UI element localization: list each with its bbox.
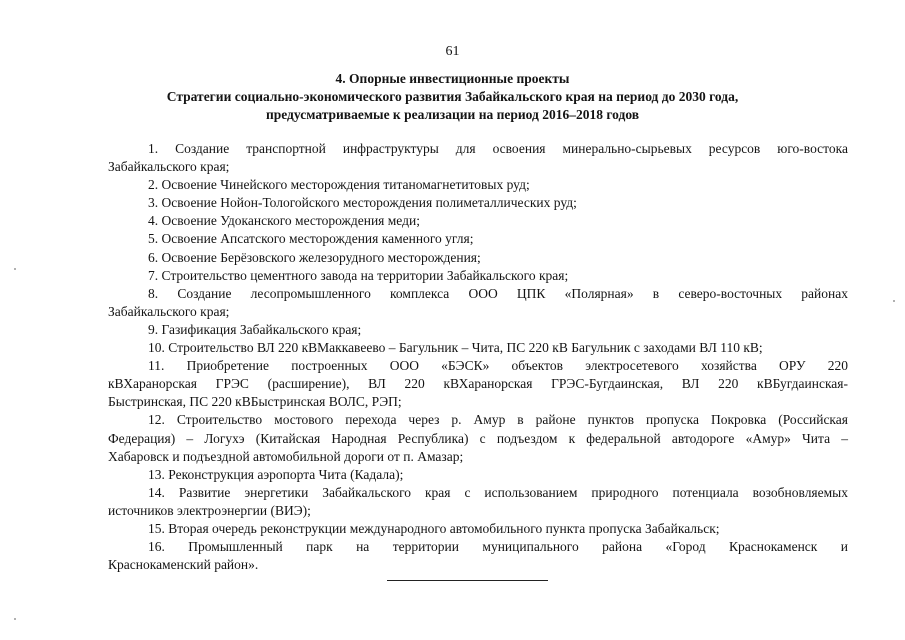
- project-item: [108, 249, 848, 267]
- project-item: [108, 466, 848, 484]
- project-item-line: 8. Создание лесопромышленного комплекса ООО ЦПК «Полярная» в северо-восточных районах: [148, 285, 848, 301]
- project-item-line: 10. Строительство ВЛ 220 кВМаккавеево – Багульник – Чита, ПС 220 кВ Багульник с заходами ВЛ 110 кВ;: [148, 340, 763, 356]
- closing-rule: [387, 580, 548, 581]
- project-item-line: Забайкальского края;: [108, 159, 230, 175]
- project-item: [108, 194, 848, 212]
- project-item-line: источников электроэнергии (ВИЭ);: [108, 502, 311, 518]
- project-item-line: 14. Развитие энергетики Забайкальского края с использованием природного потенциала возобновляемых: [148, 484, 848, 500]
- page-number: 61: [445, 44, 460, 59]
- scan-speck: [14, 268, 16, 270]
- section-heading: [60, 70, 845, 124]
- project-item-line: 12. Строительство мостового перехода через р. Амур в районе пунктов пропуска Покровка (Российская: [148, 412, 848, 428]
- project-item: [108, 176, 848, 194]
- project-item-line: 4. Освоение Удоканского месторождения меди;: [148, 213, 420, 229]
- heading-line-1: 4. Опорные инвестиционные проекты: [335, 71, 570, 86]
- project-item: [108, 140, 848, 176]
- project-item: [108, 267, 848, 285]
- project-item-line: Быстринская, ПС 220 кВБыстринская ВОЛС, РЭП;: [108, 394, 402, 410]
- project-item-line: 1. Создание транспортной инфраструктуры для освоения минерально-сырьевых ресурсов юго-востока: [148, 141, 848, 156]
- project-item: [108, 285, 848, 321]
- project-item: [108, 538, 848, 574]
- project-item-line: Хабаровск и подъездной автомобильной дороги от п. Амазар;: [108, 448, 464, 464]
- project-item-line: 6. Освоение Берёзовского железорудного месторождения;: [148, 249, 481, 265]
- project-item: [108, 321, 848, 339]
- project-item-line: 2. Освоение Чинейского месторождения титаномагнетитовых руд;: [148, 177, 530, 193]
- project-item-line: 7. Строительство цементного завода на территории Забайкальского края;: [148, 267, 569, 283]
- scan-speck: [893, 300, 895, 302]
- project-item: [108, 212, 848, 230]
- project-item: [108, 520, 848, 538]
- project-item-line: Забайкальского края;: [108, 303, 230, 319]
- project-item-line: Федерация) – Логухэ (Китайская Народная Республика) с подъездом к федеральной автодороге «Амур» Чита –: [108, 430, 848, 446]
- project-item-line: 5. Освоение Апсатского месторождения каменного угля;: [148, 231, 474, 247]
- project-item: [108, 411, 848, 465]
- project-item-line: 3. Освоение Нойон-Тологойского месторождения полиметаллических руд;: [148, 195, 577, 211]
- project-item-line: Краснокаменский район».: [108, 557, 259, 573]
- project-item-line: 11. Приобретение построенных ООО «БЭСК» объектов электросетевого хозяйства ОРУ 220: [148, 358, 848, 374]
- project-item-line: 15. Вторая очередь реконструкции международного автомобильного пункта пропуска Забайкальск;: [148, 520, 720, 536]
- project-item-line: кВХаранорская ГРЭС (расширение), ВЛ 220 кВХаранорская ГРЭС-Бугдаинская, ВЛ 220 кВБугдаинская-: [108, 376, 848, 392]
- project-item: [108, 230, 848, 248]
- project-item-line: 9. Газификация Забайкальского края;: [148, 321, 362, 337]
- project-item: [108, 357, 848, 411]
- investment-project-list: [108, 140, 848, 574]
- project-item-line: 16. Промышленный парк на территории муниципального района «Город Краснокаменск и: [148, 539, 848, 555]
- heading-line-2: Стратегии социально-экономического развития Забайкальского края на период до 2030 года,: [166, 89, 739, 104]
- scan-speck: [14, 618, 16, 620]
- project-item: [108, 484, 848, 520]
- heading-line-3: предусматриваемые к реализации на период 2016–2018 годов: [265, 107, 640, 122]
- project-item-line: 13. Реконструкция аэропорта Чита (Кадала);: [148, 466, 404, 482]
- project-item: [108, 339, 848, 357]
